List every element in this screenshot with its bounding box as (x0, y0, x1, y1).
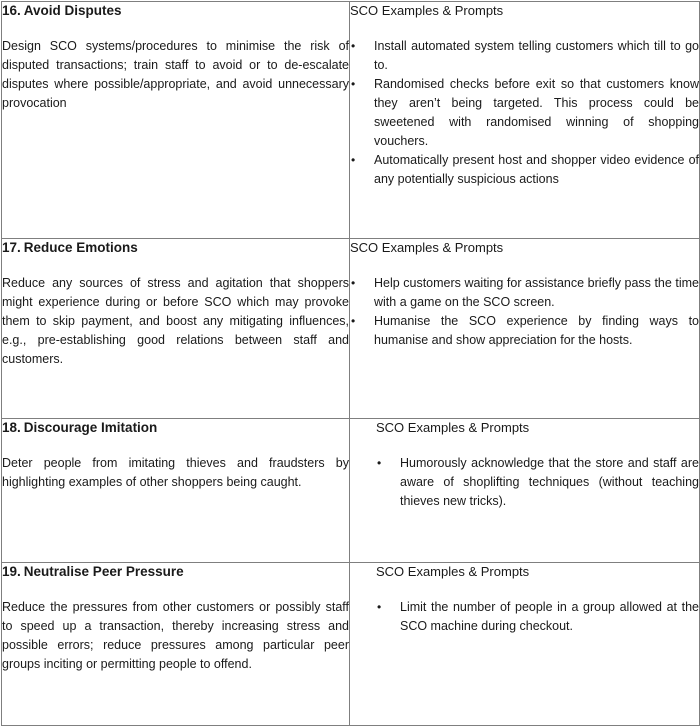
bullet-icon: • (351, 77, 356, 91)
bullet-icon: • (351, 276, 356, 290)
bullet-icon: • (351, 39, 356, 53)
technique-description: Deter people from imitating thieves and fraudsters by highlighting examples of other shoppers being caught. (2, 456, 349, 489)
technique-cell (2, 419, 350, 563)
table-row (2, 239, 700, 419)
technique-cell (2, 2, 350, 239)
list-item: • Humorously acknowledge that the store and staff are aware of shoplifting techniques (without teaching thieves new tricks). (377, 456, 699, 508)
technique-title: 17. Reduce Emotions (2, 240, 138, 255)
technique-cell (2, 563, 350, 726)
technique-description: Reduce the pressures from other customers or possibly staff to speed up a transaction, thereby increasing stress and possible errors; reduce pressures among particular peer groups inciting or permitting people to offend. (2, 600, 349, 671)
examples-title: SCO Examples & Prompts (376, 420, 530, 435)
technique-cell (2, 239, 350, 419)
examples-list (376, 598, 699, 636)
table-row (2, 2, 700, 239)
list-item: • Automatically present host and shopper video evidence of any potentially suspicious actions (351, 153, 699, 186)
examples-cell (350, 239, 700, 419)
technique-title: 18. Discourage Imitation (2, 420, 158, 435)
technique-description: Reduce any sources of stress and agitation that shoppers might experience during or before SCO which may provoke them to skip payment, and boost any mitigating influences, e.g., pre-establishing good relations between staff and customers. (2, 276, 349, 366)
examples-cell (350, 563, 700, 726)
list-item: • Install automated system telling customers which till to go to. (351, 39, 699, 72)
bullet-icon: • (377, 456, 382, 470)
list-item: • Humanise the SCO experience by finding ways to humanise and show appreciation for the hosts. (351, 314, 699, 347)
technique-table (1, 1, 700, 726)
examples-title: SCO Examples & Prompts (376, 564, 530, 579)
table-row (2, 419, 700, 563)
table-row (2, 563, 700, 726)
examples-list (350, 274, 699, 350)
examples-title: SCO Examples & Prompts (350, 240, 504, 255)
technique-title: 19. Neutralise Peer Pressure (2, 564, 184, 579)
list-item: • Limit the number of people in a group allowed at the SCO machine during checkout. (377, 600, 699, 633)
technique-description: Design SCO systems/procedures to minimise the risk of disputed transactions; train staff to avoid or to de-escalate disputes where possible/appropriate, and avoid unnecessary provocation (2, 39, 349, 110)
technique-title: 16. Avoid Disputes (2, 3, 122, 18)
examples-title: SCO Examples & Prompts (350, 3, 504, 18)
examples-cell (350, 2, 700, 239)
list-item: • Randomised checks before exit so that customers know they aren’t being targeted. This process could be sweetened with randomised winning of shopping vouchers. (351, 77, 699, 148)
bullet-icon: • (351, 153, 356, 167)
list-item: • Help customers waiting for assistance briefly pass the time with a game on the SCO screen. (351, 276, 699, 309)
bullet-icon: • (351, 314, 356, 328)
examples-cell (350, 419, 700, 563)
examples-list (350, 37, 699, 189)
bullet-icon: • (377, 600, 382, 614)
examples-list (376, 454, 699, 511)
